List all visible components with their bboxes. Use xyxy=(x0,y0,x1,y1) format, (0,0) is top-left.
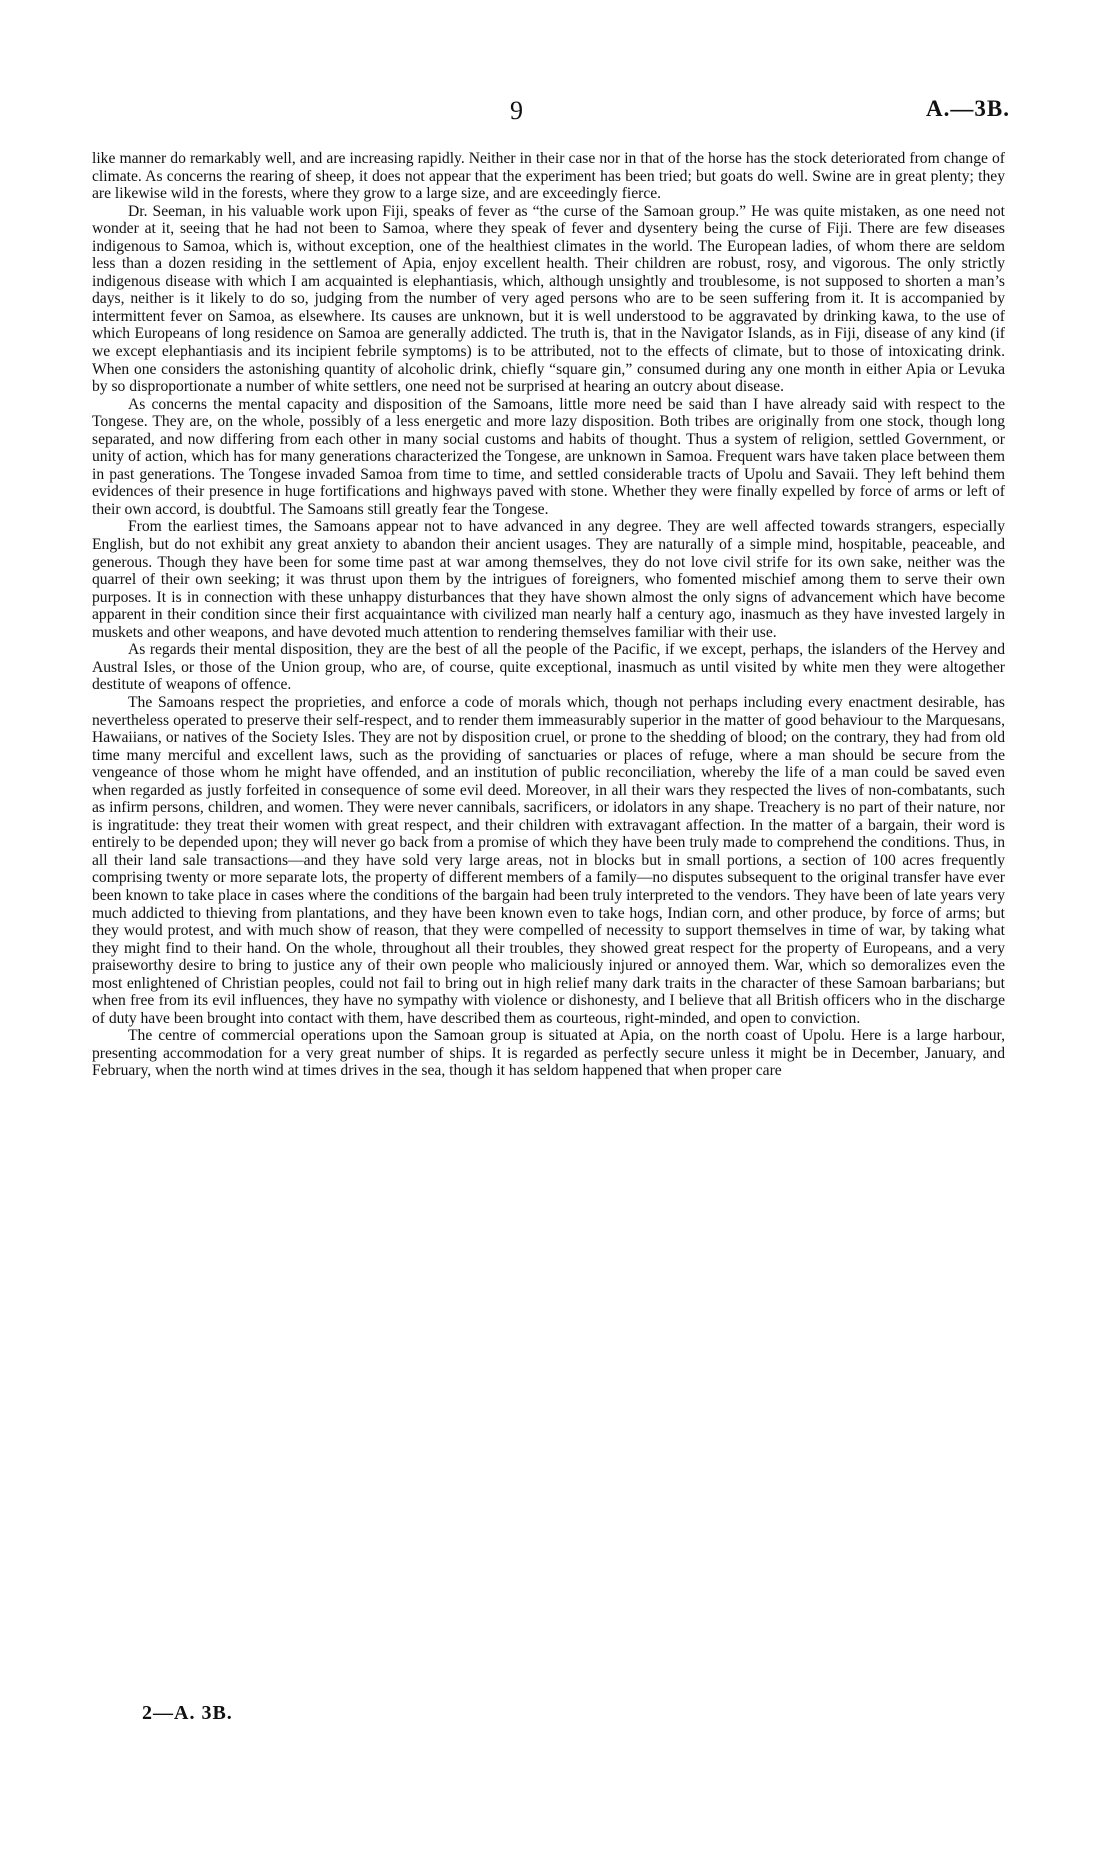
paragraph-earliest-times: From the earliest times, the Samoans appear not to have advanced in any degree. They are well affected towards strangers, especially English, but do not exhibit any great anxiety to abandon their ancient usages. They are naturally of a simple mind, hospitable, peaceable, and generous. Though they have been for some time past at war among themselves, they do not love civil strife for its own sake, neither was the quarrel of their own seeking; it was thrust upon them by the intrigues of foreigners, who fomented mischief among them to serve their own purposes. It is in connection with these unhappy disturbances that they have shown almost the only signs of advancement which have become apparent in their condition since their first acquaintance with civilized man nearly half a century ago, inasmuch as they have invested largely in muskets and other weapons, and have devoted much attention to rendering themselves familiar with their use. xyxy=(92,518,1005,641)
paragraph-apia-harbour: The centre of commercial operations upon the Samoan group is situated at Apia, on the north coast of Upolu. Here is a large harbour, presenting accommodation for a very great number of ships. It is regarded as perfectly secure unless it might be in December, January, and February, when the north wind at times drives in the sea, though it has seldom happened that when proper care xyxy=(92,1027,1005,1080)
page-number: 9 xyxy=(510,96,523,125)
paragraph-livestock: like manner do remarkably well, and are increasing rapidly. Neither in their case nor in that of the horse has the stock deteriorated from change of climate. As concerns the rearing of sheep, it does not appear that the experiment has been tried; but goats do well. Swine are in great plenty; they are likewise wild in the forests, where they grow to a large size, and are exceedingly fierce. xyxy=(92,150,1005,203)
paragraph-climate-disease: Dr. Seeman, in his valuable work upon Fiji, speaks of fever as “the curse of the Samoan group.” He was quite mistaken, as one need not wonder at it, seeing that he had not been to Samoa, where they speak of fever and dysentery being the curse of Fiji. There are few diseases indigenous to Samoa, which is, without exception, one of the healthiest climates in the world. The European ladies, of whom there are seldom less than a dozen residing in the settlement of Apia, enjoy excellent health. Their children are robust, rosy, and vigorous. The only strictly indigenous disease with which I am acquainted is elephantiasis, which, although unsightly and troublesome, is not supposed to shorten a man’s days, neither is it likely to do so, judging from the number of very aged persons who are to be seen suffering from it. It is accompanied by intermittent fever on Samoa, as elsewhere. Its causes are unknown, but it is well understood to be aggravated by drinking kawa, to the use of which Europeans of long residence on Samoa are generally addicted. The truth is, that in the Navigator Islands, as in Fiji, disease of any kind (if we except elephantiasis and its incipient febrile symptoms) is to be attributed, not to the effects of climate, but to those of intoxicating drink. When one considers the astonishing quantity of alcoholic drink, chiefly “square gin,” consumed during any one month in either Apia or Levuka by so disproportionate a number of white settlers, one need not be surprised at hearing an outcry about disease. xyxy=(92,202,1005,396)
signature-mark: 2—A. 3B. xyxy=(142,1702,233,1724)
document-reference: A.—3B. xyxy=(926,96,1010,121)
paragraph-mental-capacity: As concerns the mental capacity and disposition of the Samoans, little more need be said than I have already said with respect to the Tongese. They are, on the whole, possibly of a less energetic and more lazy disposition. Both tribes are originally from one stock, though long separated, and now differing from each other in many social customs and habits of thought. Thus a system of religion, settled Government, or unity of action, which has for many generations characterized the Tongese, are unknown in Samoa. Frequent wars have taken place between them in past generations. The Tongese invaded Samoa from time to time, and settled considerable tracts of Upolu and Savaii. They left behind them evidences of their presence in huge fortifications and highways paved with stone. Whether they were finally expelled by force of arms or left of their own accord, is doubtful. The Samoans still greatly fear the Tongese. xyxy=(92,395,1005,518)
paragraph-morals: The Samoans respect the proprieties, and enforce a code of morals which, though not perhaps including every enactment desirable, has nevertheless operated to preserve their self-respect, and to render them immeasurably superior in the matter of good behaviour to the Marquesans, Hawaiians, or natives of the Society Isles. They are not by disposition cruel, or prone to the shedding of blood; on the contrary, they had from old time many merciful and excellent laws, such as the providing of sanctuaries or places of refuge, where a man should be secure from the vengeance of those whom he might have offended, and an institution of public reconciliation, whereby the life of a man could be saved even when regarded as justly forfeited in consequence of some evil deed. Moreover, in all their wars they respected the lives of non-combatants, such as infirm persons, children, and women. They were never cannibals, sacrificers, or idolators in any shape. Treachery is no part of their nature, nor is ingratitude: they treat their women with great respect, and their children with extravagant affection. In the matter of a bargain, their word is entirely to be depended upon; they will never go back from a promise of which they have been truly made to comprehend the conditions. Thus, in all their land sale transactions—and they have sold very large areas, not in blocks but in small portions, a section of 100 acres frequently comprising twenty or more separate lots, the property of different members of a family—no disputes subsequent to the original transfer have ever been known to take place in cases where the conditions of the bargain had been truly interpreted to the vendors. They have been of late years very much addicted to thieving from plantations, and they have been known even to take hogs, Indian corn, and other produce, by force of arms; but they would protest, and with much show of reason, that they were compelled of necessity to support themselves in time of war, by taking what they might find to their hand. On the whole, throughout all their troubles, they showed great respect for the property of Europeans, and a very praiseworthy desire to bring to justice any of their own people who maliciously injured or annoyed them. War, which so demoralizes even the most enlightened of Christian peoples, could not fail to bring out in high relief many dark traits in the character of these Samoan barbarians; but when free from its evil influences, they have no sympathy with violence or dishonesty, and I believe that all British officers who in the discharge of duty have been brought into contact with them, have described them as courteous, right-minded, and open to conviction. xyxy=(92,693,1005,1027)
page-header xyxy=(90,96,1010,136)
paragraph-mental-disposition: As regards their mental disposition, they are the best of all the people of the Pacific, if we except, perhaps, the islanders of the Hervey and Austral Isles, or those of the Union group, who are, of course, quite exceptional, inasmuch as until visited by white men they were altogether destitute of weapons of offence. xyxy=(92,641,1005,694)
body-text xyxy=(92,150,1005,1080)
